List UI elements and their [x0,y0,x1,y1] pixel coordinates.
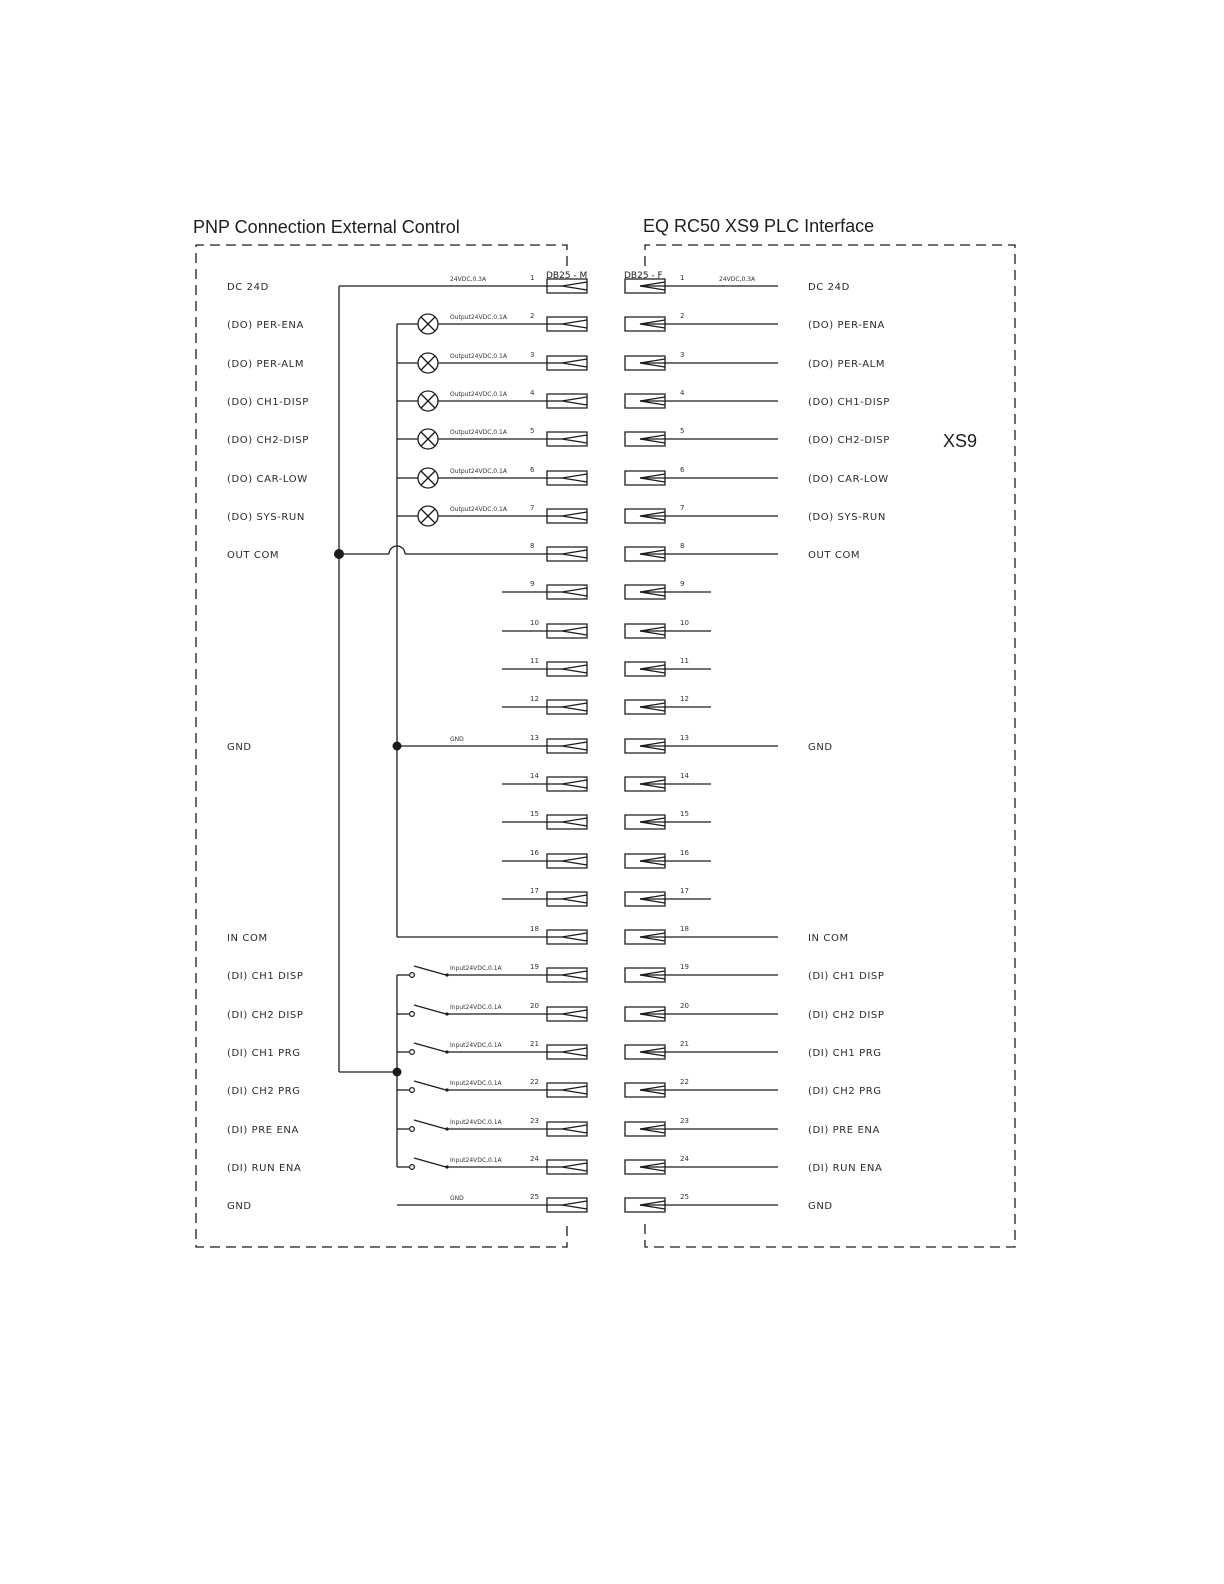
left-signal-label: (DO) PER-ALM [227,359,305,370]
pin-row-11 [502,657,711,676]
input-note: Input24VDC,0.1A [450,1119,502,1126]
right-signal-label: (DI) CH1 PRG [808,1048,882,1059]
switch-blade-icon [414,966,446,975]
left-signal-label: (DI) PRE ENA [227,1125,299,1136]
pin-row-15 [502,810,711,829]
right-signal-label: (DO) CH1-DISP [808,397,890,408]
gnd-note: GND [450,1195,464,1202]
pin-number-right: 2 [680,312,685,320]
pin-number-left: 17 [530,887,539,895]
left-title: PNP Connection External Control [193,217,460,237]
pin-number-left: 4 [530,389,535,397]
pin-number-left: 9 [530,580,535,588]
left-signal-label: (DO) CH1-DISP [227,397,309,408]
pin-row-13 [227,734,833,753]
switch-blade-icon [414,1043,446,1052]
pin-number-right: 1 [680,274,685,282]
connector-m-label: DB25 - M [546,271,588,281]
pin-number-left: 7 [530,504,535,512]
pin-number-right: 8 [680,542,685,550]
pin-number-left: 10 [530,619,539,627]
pin-number-right: 24 [680,1155,689,1163]
left-signal-label: OUT COM [227,550,280,561]
male-pin-arrow [562,550,587,558]
male-pin-arrow [562,359,587,367]
left-signal-label: (DO) SYS-RUN [227,512,305,523]
pin-number-right: 6 [680,466,685,474]
input-note: Input24VDC,0.1A [450,965,502,972]
pin-row-7 [227,504,886,526]
pin-row-2 [227,312,885,334]
left-signal-label: DC 24D [227,282,269,293]
pin-row-8 [227,542,860,561]
male-pin-arrow [562,933,587,941]
output-note: Output24VDC,0.1A [450,429,507,436]
male-pin-arrow [562,588,587,596]
right-title: EQ RC50 XS9 PLC Interface [643,216,875,236]
right-signal-label: GND [808,1201,833,1212]
supply-note-left: 24VDC,0.3A [450,276,487,283]
right-signal-label: (DO) PER-ALM [808,359,886,370]
pin-row-17 [502,887,711,906]
pin-number-left: 3 [530,351,535,359]
pin-row-16 [502,849,711,868]
output-note: Output24VDC,0.1A [450,353,507,360]
pin-number-left: 23 [530,1117,539,1125]
pin-number-right: 11 [680,657,689,665]
input-note: Input24VDC,0.1A [450,1080,502,1087]
right-signal-label: (DI) RUN ENA [808,1163,883,1174]
gnd-note: GND [450,736,464,743]
switch-blade-icon [414,1158,446,1167]
input-bus-junction-dot [393,1068,402,1077]
pin-number-right: 23 [680,1117,689,1125]
male-pin-arrow [562,1048,587,1056]
pin-row-3 [227,351,885,373]
pin-number-right: 10 [680,619,689,627]
pin-row-25 [227,1193,833,1212]
pin-number-right: 9 [680,580,685,588]
male-pin-arrow [562,320,587,328]
male-pin-arrow [562,474,587,482]
left-signal-label: (DI) RUN ENA [227,1163,302,1174]
right-signal-label: GND [808,742,833,753]
input-note: Input24VDC,0.1A [450,1004,502,1011]
pin-number-right: 22 [680,1078,689,1086]
pin-number-right: 25 [680,1193,689,1201]
pin-row-20 [227,1002,885,1021]
pin-number-right: 19 [680,963,689,971]
switch-contact-left [410,973,415,978]
pin-number-left: 2 [530,312,535,320]
pin-row-21 [227,1040,882,1059]
pin-number-right: 21 [680,1040,689,1048]
pin-number-right: 13 [680,734,689,742]
male-pin-arrow [562,397,587,405]
pin-number-left: 22 [530,1078,539,1086]
switch-contact-left [410,1127,415,1132]
pin-number-right: 3 [680,351,685,359]
pin-row-19 [227,963,885,982]
pin-row-22 [227,1078,882,1097]
pin-number-right: 20 [680,1002,689,1010]
left-signal-label: (DI) CH1 DISP [227,971,304,982]
pin-number-left: 5 [530,427,535,435]
right-signal-label: (DO) PER-ENA [808,320,885,331]
output-note: Output24VDC,0.1A [450,314,507,321]
male-pin-arrow [562,627,587,635]
right-signal-label: (DO) CH2-DISP [808,435,890,446]
left-signal-label: (DO) CH2-DISP [227,435,309,446]
pin-number-right: 16 [680,849,689,857]
left-signal-label: GND [227,742,252,753]
male-pin-arrow [562,1086,587,1094]
connector-f-label: DB25 - F [624,271,663,281]
pin-number-left: 11 [530,657,539,665]
pin-number-left: 20 [530,1002,539,1010]
switch-blade-icon [414,1120,446,1129]
switch-blade-icon [414,1081,446,1090]
pin-number-right: 14 [680,772,689,780]
pin-row-6 [227,466,889,488]
switch-contact-left [410,1088,415,1093]
pin-row-18 [227,925,849,944]
pin-row-24 [227,1155,882,1174]
pin-number-left: 15 [530,810,539,818]
supply-note-right: 24VDC,0.3A [719,276,756,283]
output-note: Output24VDC,0.1A [450,468,507,475]
switch-blade-icon [414,1005,446,1014]
pin-row-10 [502,619,711,638]
pin-number-left: 24 [530,1155,539,1163]
switch-contact-left [410,1050,415,1055]
switch-contact-left [410,1165,415,1170]
pin-number-left: 21 [530,1040,539,1048]
male-pin-arrow [562,742,587,750]
pin-number-left: 8 [530,542,535,550]
male-pin-arrow [562,435,587,443]
pin-number-right: 17 [680,887,689,895]
left-signal-label: (DI) CH1 PRG [227,1048,301,1059]
right-signal-label: (DI) CH2 DISP [808,1010,885,1021]
pin-number-right: 4 [680,389,685,397]
male-pin-arrow [562,857,587,865]
right-signal-label: OUT COM [808,550,861,561]
male-pin-arrow [562,895,587,903]
pin-number-right: 15 [680,810,689,818]
right-signal-label: (DO) SYS-RUN [808,512,886,523]
left-signal-label: (DI) CH2 PRG [227,1086,301,1097]
pin-number-right: 18 [680,925,689,933]
pin-row-12 [502,695,711,714]
pin-row-1 [227,274,850,293]
pin-number-left: 12 [530,695,539,703]
common-bus-wiring [334,286,402,1167]
pin-row-23 [227,1117,880,1136]
pin-number-left: 25 [530,1193,539,1201]
pin-row-14 [502,772,711,791]
outcom-junction-dot [334,549,344,559]
output-note: Output24VDC,0.1A [450,391,507,398]
left-signal-label: (DO) PER-ENA [227,320,304,331]
male-pin-arrow [562,512,587,520]
pin-number-left: 18 [530,925,539,933]
left-signal-label: (DI) CH2 DISP [227,1010,304,1021]
pin-number-left: 19 [530,963,539,971]
male-pin-arrow [562,282,587,290]
pin-number-left: 6 [530,466,535,474]
pin-number-right: 5 [680,427,685,435]
switch-contact-left [410,1012,415,1017]
male-pin-arrow [562,703,587,711]
left-signal-label: (DO) CAR-LOW [227,474,308,485]
male-pin-arrow [562,780,587,788]
pin-number-left: 14 [530,772,539,780]
pin-rows [227,274,890,1212]
pin-number-left: 16 [530,849,539,857]
right-signal-label: (DI) PRE ENA [808,1125,880,1136]
pin-number-left: 1 [530,274,535,282]
input-note: Input24VDC,0.1A [450,1157,502,1164]
male-pin-arrow [562,818,587,826]
right-signal-label: IN COM [808,933,849,944]
left-signal-label: IN COM [227,933,268,944]
pin-row-4 [227,389,890,411]
gnd-junction-dot [393,742,402,751]
right-signal-label: (DI) CH2 PRG [808,1086,882,1097]
left-signal-label: GND [227,1201,252,1212]
right-signal-label: DC 24D [808,282,850,293]
pin-number-left: 13 [530,734,539,742]
xs9-label: XS9 [943,431,978,451]
male-pin-arrow [562,1010,587,1018]
male-pin-arrow [562,971,587,979]
input-note: Input24VDC,0.1A [450,1042,502,1049]
output-note: Output24VDC,0.1A [450,506,507,513]
pin-number-right: 7 [680,504,685,512]
pin-row-9 [502,580,711,599]
right-signal-label: (DI) CH1 DISP [808,971,885,982]
male-pin-arrow [562,1125,587,1133]
pin-row-5 [227,427,890,449]
male-pin-arrow [562,665,587,673]
male-pin-arrow [562,1163,587,1171]
pin-number-right: 12 [680,695,689,703]
right-signal-label: (DO) CAR-LOW [808,474,889,485]
male-pin-arrow [562,1201,587,1209]
